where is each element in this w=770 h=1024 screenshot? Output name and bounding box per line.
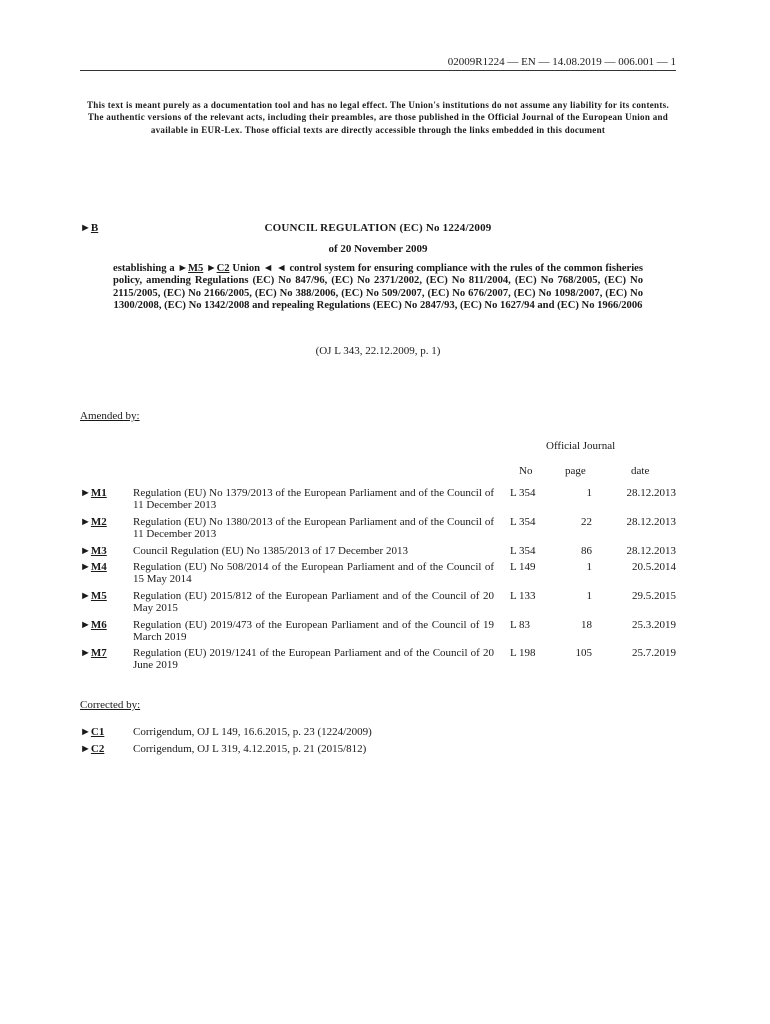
- oj-page: 105: [575, 647, 592, 659]
- amendment-description: Council Regulation (EU) No 1385/2013 of 17 December 2013: [133, 545, 408, 557]
- col-header-no: No: [519, 465, 533, 477]
- regulation-date: of 20 November 2009: [328, 243, 428, 255]
- official-journal-heading: Official Journal: [546, 440, 616, 452]
- marker-code[interactable]: M2: [90, 516, 107, 528]
- ref-link-m5[interactable]: M5: [188, 263, 204, 274]
- amendment-description: Regulation (EU) 2019/473 of the European Parliament and of the Council of 19 March 2019: [133, 619, 494, 644]
- amendment-row: [80, 516, 676, 544]
- marker-code[interactable]: C1: [90, 726, 105, 738]
- marker-link[interactable]: [80, 590, 107, 602]
- oj-number: L 354: [510, 516, 536, 528]
- oj-date: 28.12.2013: [626, 516, 676, 528]
- marker-link[interactable]: [80, 487, 107, 499]
- amendment-description: Regulation (EU) No 1379/2013 of the European Parliament and of the Council of 11 December 2013: [133, 487, 494, 512]
- oj-number: L 133: [510, 590, 536, 602]
- oj-page: 1: [586, 487, 592, 499]
- marker-link[interactable]: [80, 516, 107, 528]
- oj-page: 22: [581, 516, 592, 528]
- oj-page: 1: [586, 590, 592, 602]
- marker-arrow-icon: ►: [177, 263, 188, 274]
- marker-arrow-icon: ►: [203, 263, 217, 274]
- marker-link[interactable]: [80, 647, 107, 659]
- oj-date: 29.5.2015: [632, 590, 676, 602]
- marker-arrow-icon: ►: [80, 590, 91, 602]
- oj-date: 28.12.2013: [626, 545, 676, 557]
- oj-page: 18: [581, 619, 592, 631]
- marker-b[interactable]: [80, 222, 98, 234]
- subject-prefix: establishing a: [113, 263, 178, 274]
- amendment-description: Regulation (EU) No 1380/2013 of the European Parliament and of the Council of 11 December 2013: [133, 516, 494, 541]
- marker-arrow-icon: ►: [80, 561, 91, 573]
- amendment-row: [80, 561, 676, 589]
- ref-link-c2[interactable]: C2: [216, 263, 230, 274]
- marker-code[interactable]: M6: [90, 619, 107, 631]
- oj-page: 86: [581, 545, 592, 557]
- marker-code[interactable]: M7: [90, 647, 107, 659]
- marker-arrow-icon: ►: [80, 545, 91, 557]
- col-header-page: page: [565, 465, 586, 477]
- marker-code[interactable]: M1: [90, 487, 107, 499]
- oj-number: L 83: [510, 619, 531, 631]
- marker-code[interactable]: M3: [90, 545, 107, 557]
- oj-number: L 354: [510, 545, 536, 557]
- corrigendum-description: Corrigendum, OJ L 149, 16.6.2015, p. 23 (1224/2009): [133, 726, 372, 738]
- marker-code[interactable]: C2: [90, 743, 105, 755]
- subject-rest: control system for ensuring compliance with the rules of the common fisheries policy, amending Regulations (EC) No 847/96, (EC) No 2371/2002, (EC) No 811/2004, (EC) No 768/2005, (EC) No 2115/2005, (EC) No 2166/2005, (EC) No 388/2006, (EC) No 509/2007, (EC) No 676/2007, (EC) No 1098/2007, (EC) No 1300/2008, (EC) No 1342/2008 and repealing Regulations (EEC) No 2847/93, (EC) No 1627/94 and (EC) No 1966/2006: [113, 263, 644, 311]
- amendment-row: [80, 619, 676, 647]
- subject-middle: Union ◄ ◄: [229, 263, 290, 274]
- oj-date: 28.12.2013: [626, 487, 676, 499]
- marker-arrow-icon: ►: [80, 726, 91, 738]
- regulation-title: COUNCIL REGULATION (EC) No 1224/2009: [264, 222, 492, 234]
- marker-code[interactable]: M5: [90, 590, 107, 602]
- amendment-description: Regulation (EU) No 508/2014 of the European Parliament and of the Council of 15 May 2014: [133, 561, 494, 586]
- oj-number: L 354: [510, 487, 536, 499]
- oj-page: 1: [586, 561, 592, 573]
- regulation-subject: [113, 263, 643, 312]
- marker-code[interactable]: B: [90, 222, 99, 234]
- amendment-description: Regulation (EU) 2015/812 of the European Parliament and of the Council of 20 May 2015: [133, 590, 494, 615]
- oj-number: L 149: [510, 561, 536, 573]
- document-header: 02009R1224 — EN — 14.08.2019 — 006.001 — 1: [80, 56, 676, 71]
- marker-link[interactable]: [80, 726, 104, 738]
- amended-by-label: Amended by:: [80, 410, 140, 422]
- amendment-description: Regulation (EU) 2019/1241 of the European Parliament and of the Council of 20 June 2019: [133, 647, 494, 672]
- marker-code[interactable]: M4: [90, 561, 107, 573]
- amendment-row: [80, 487, 676, 515]
- marker-arrow-icon: ►: [80, 619, 91, 631]
- corrigendum-description: Corrigendum, OJ L 319, 4.12.2015, p. 21 (2015/812): [133, 743, 367, 755]
- disclaimer-text: This text is meant purely as a documentation tool and has no legal effect. The Union's institutions do not assume any liability for its contents. The authentic versions of the relevant acts, including their preambles, are those published in the Official Journal of the European Union and available in EUR-Lex. Those official texts are directly accessible through the links embedded in this document: [86, 100, 670, 135]
- marker-arrow-icon: ►: [80, 516, 91, 528]
- corrected-by-label: Corrected by:: [80, 699, 141, 711]
- oj-number: L 198: [510, 647, 536, 659]
- col-header-date: date: [631, 465, 650, 477]
- marker-arrow-icon: ►: [80, 222, 91, 234]
- marker-arrow-icon: ►: [80, 647, 91, 659]
- amendment-row: [80, 647, 676, 675]
- marker-link[interactable]: [80, 545, 107, 557]
- marker-link[interactable]: [80, 743, 104, 755]
- regulation-oj-reference: (OJ L 343, 22.12.2009, p. 1): [315, 345, 441, 357]
- oj-date: 25.7.2019: [632, 647, 676, 659]
- marker-link[interactable]: [80, 619, 107, 631]
- marker-arrow-icon: ►: [80, 487, 91, 499]
- oj-date: 20.5.2014: [632, 561, 676, 573]
- marker-arrow-icon: ►: [80, 743, 91, 755]
- amendment-row: [80, 590, 676, 618]
- marker-link[interactable]: [80, 561, 107, 573]
- oj-date: 25.3.2019: [632, 619, 676, 631]
